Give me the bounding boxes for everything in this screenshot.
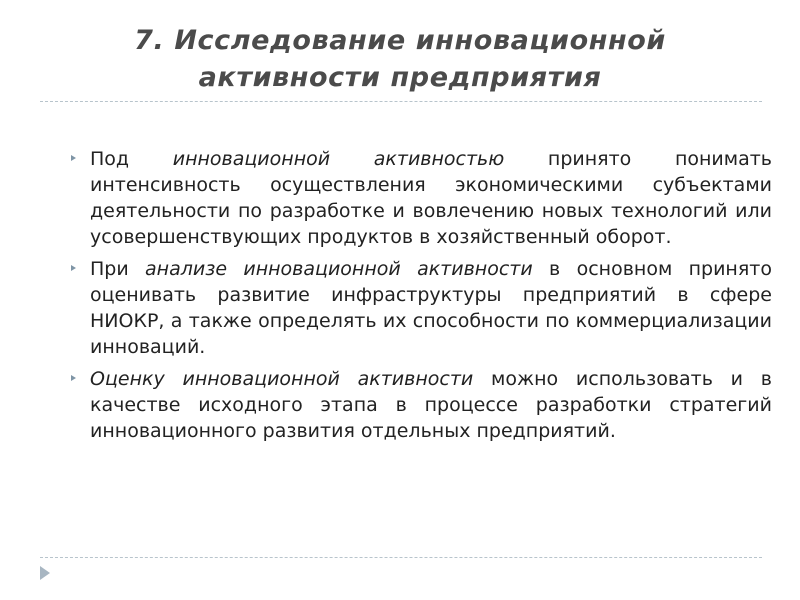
text-run: При	[90, 258, 146, 280]
text-run: можно использовать и в качестве исходного этапа в процессе разработки стратегий инновационного развития отдельных предприятий.	[90, 368, 772, 442]
bullet-text	[90, 146, 772, 250]
text-run: в основном принято оценивать развитие инфраструктуры предприятий в сфере НИОКР, а также определять их способности по коммерциализации инноваций.	[90, 258, 772, 358]
footer-divider	[40, 557, 762, 558]
list-item	[68, 256, 772, 360]
bullet-text	[90, 256, 772, 360]
text-run: принято понимать интенсивность осуществления экономическими субъектами деятельности по разработке и вовлечению новых технологий или усовершенствующих продуктов в хозяйственный оборот.	[90, 148, 773, 248]
text-run: Под	[90, 148, 173, 170]
slide-title: 7. Исследование инновационной активности предприятия	[134, 25, 666, 93]
list-item	[68, 146, 772, 250]
emphasis-text: анализе инновационной активности	[145, 258, 533, 280]
triangle-bullet-icon	[71, 375, 76, 381]
bullet-list	[68, 146, 772, 450]
list-item	[68, 366, 772, 444]
triangle-bullet-icon	[71, 155, 76, 161]
bullet-text	[90, 366, 772, 444]
title-divider	[40, 101, 762, 102]
emphasis-text: Оценку инновационной активности	[90, 368, 474, 390]
triangle-bullet-icon	[71, 265, 76, 271]
next-slide-arrow-icon[interactable]	[40, 566, 50, 580]
emphasis-text: инновационной активностью	[172, 148, 505, 170]
